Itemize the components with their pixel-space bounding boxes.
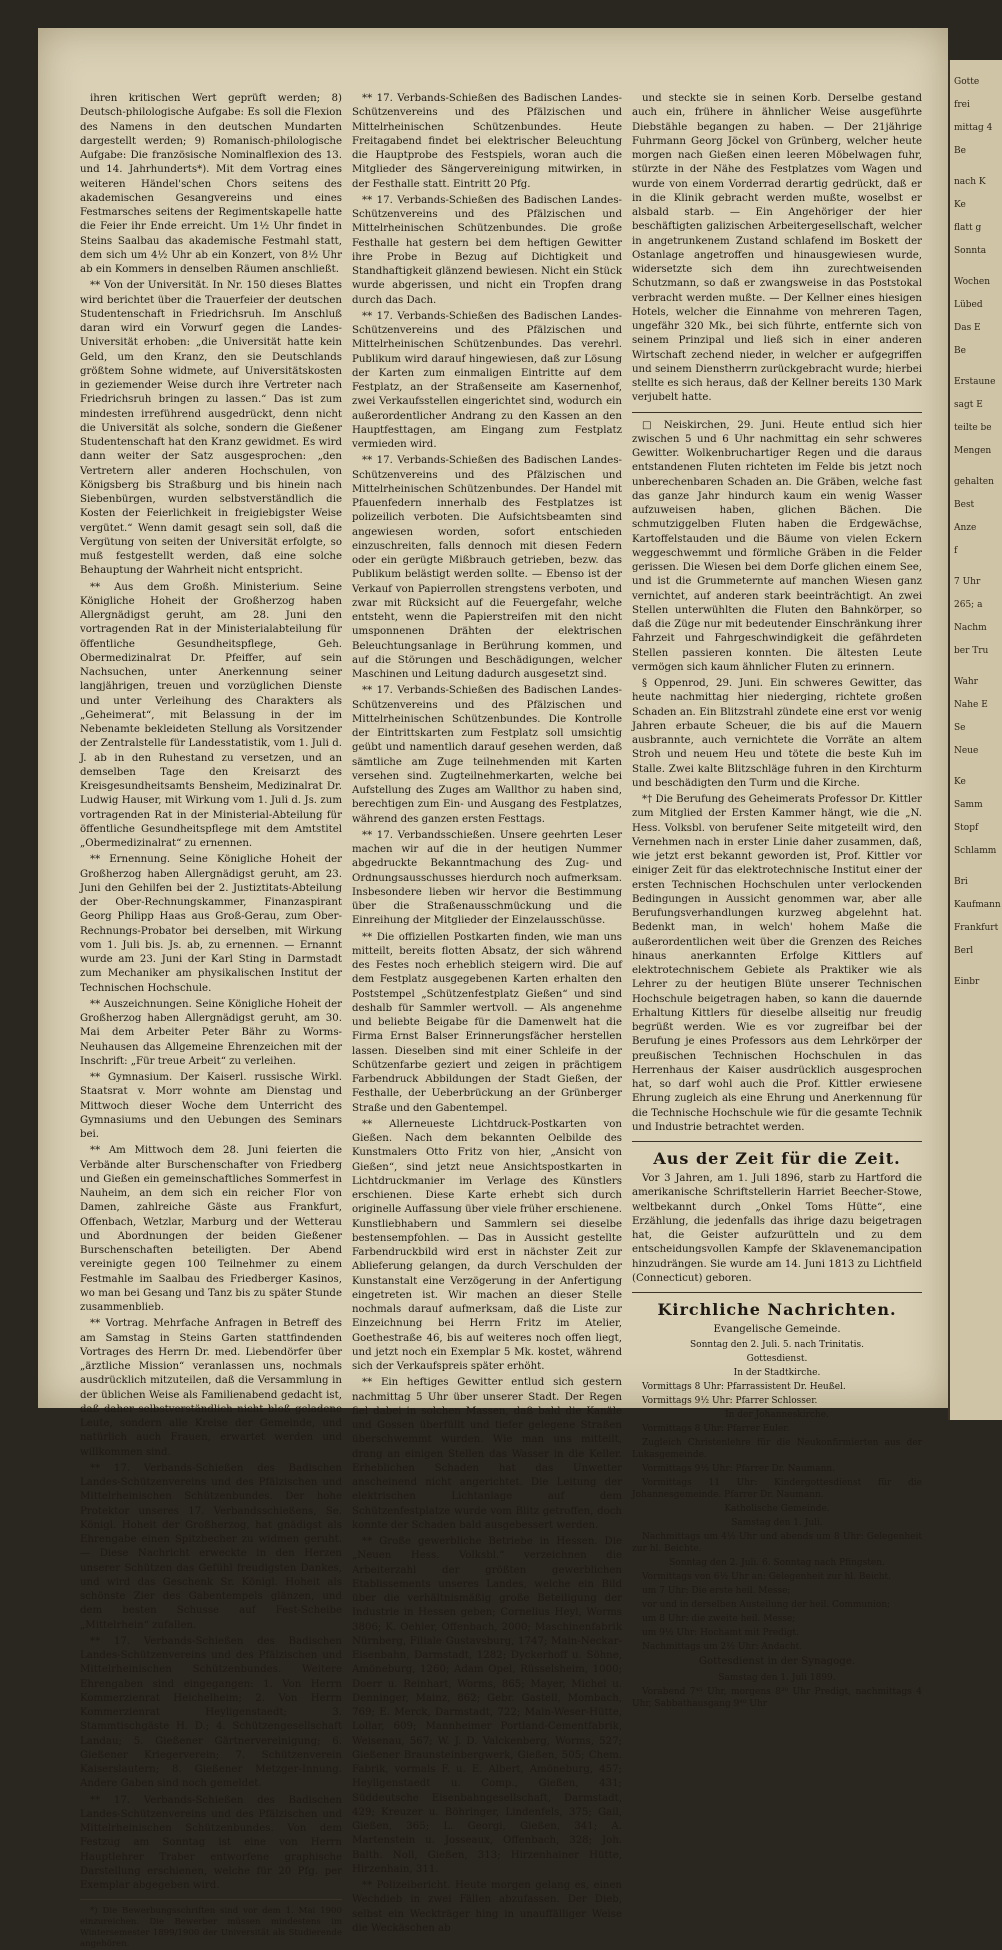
article-postkarten: ** Die offiziellen Postkarten finden, wie man uns mitteilt, bereits flotten Absatz, der sich während des Festes noch erheblich steigern wird. Die auf dem Festplatz ausgegebenen Karten erhalten den Poststempel „Schützenfestplatz Gießen“ und sind deshalb für Sammler wertvoll. — Als angenehme und beliebte Beigabe für die Damenwelt hat die Firma Ernst Balser Erinnerungsfächer herstellen lassen. Dieselben sind mit einer Schleife in der Schützenfarbe geziert und zeigen in prächtigem Farbendruck Abbildungen der Stadt Gießen, der Festhalle, der Ueberbrückung an der Grünberger Straße und den Gabentempel. bbox=[352, 931, 622, 1114]
service-line: Vormittags 8 Uhr: Pfarrer Euler. bbox=[642, 1424, 790, 1435]
article-beecher-stowe: Vor 3 Jahren, am 1. Juli 1896, starb zu Hartford die amerikanische Schriftstellerin Harriet Beecher-Stowe, weltbekannt durch „Onkel Toms Hütte“, eine Erzählung, die jedenfalls das ihrige dazu beigetragen hat, die Geister aufzurütteln und zu dem entscheidungsvollen Kampfe der Sklavenemancipation hinzudrängen. Sie wurde am 14. Juni 1813 zu Lichtfield (Connecticut) geboren. bbox=[632, 1173, 922, 1284]
edge-fragment: Wahr bbox=[954, 677, 978, 687]
footnote: *) Die Bewerbungsschriften sind vor dem 1. Mai 1900 einzureichen. Die Bewerber müssen mindestens im Wintersemester 1899/1900 der Universität als Studierende angehören. bbox=[80, 1906, 342, 1950]
edge-fragment: Ke bbox=[954, 777, 966, 787]
edge-fragment: mittag 4 bbox=[954, 123, 993, 133]
service-line: Nachmittags um 2½ Uhr: Andacht. bbox=[642, 1642, 803, 1653]
edge-fragment: sagt E bbox=[954, 400, 983, 410]
edge-fragment: gehalten bbox=[954, 477, 994, 487]
edge-fragment: flatt g bbox=[954, 223, 982, 233]
edge-fragment: Anze bbox=[954, 523, 977, 533]
article-lichtdruck: ** Allerneueste Lichtdruck-Postkarten von Gießen. Nach dem bekannten Oelbilde des Kunstmalers Otto Fritz von hier, „Ansicht von Gießen“, sind jetzt neue Ansichtspostkarten in Lichtdruckmanier im Verlage des Künstlers erschienen. Diese Karte erhebt sich durch originelle Auffassung über viele früher erschienene. Kunstliebhabern und Sammlern sei dieselbe bestensempfohlen. — Das in Aussicht gestellte Farbendruckbild wird erst in nächster Zeit zur Ablieferung gelangen, da durch Verschulden der Kunstanstalt eine Verzögerung in der Anfertigung eingetreten ist. Wir machen an dieser Stelle nochmals darauf aufmerksam, daß die Liste zur Einzeichnung bei Herrn Fritz im Atelier, Goethestraße 46, bis auf weiteres noch offen liegt, und jetzt noch ein Exemplar 5 Mk. kostet, während sich der Verkaufspreis später erhöht. bbox=[352, 1118, 622, 1372]
edge-fragment: Ke bbox=[954, 200, 966, 210]
edge-fragment: frei bbox=[954, 100, 970, 110]
edge-fragment: Stopf bbox=[954, 823, 979, 833]
service-line: um 8 Uhr: die zweite heil. Messe; bbox=[642, 1614, 796, 1625]
edge-fragment: Einbr bbox=[954, 977, 980, 987]
article-burschenschaft: ** Am Mittwoch dem 28. Juni feierten die Verbände alter Burschenschafter von Friedberg und Gießen ein gemeinschaftliches Sommerfest in Nauheim, an dem sich ein reicher Flor von Damen, zahlreiche Gäste aus Frankfurt, Offenbach, Wetzlar, Marburg und der Wetterau und Abordnungen der beiden Gießener Burschenschaften beteiligten. Der Abend vereinigte gegen 100 Teilnehmer zu einem Festmahle im Saalbau des Friedberger Kasinos, wo man bei Gesang und Tanz bis zu später Stunde zusammenblieb. bbox=[80, 1145, 342, 1313]
edge-fragment: teilte be bbox=[954, 423, 992, 433]
article-schiessen-3: ** 17. Verbands-Schießen des Badischen Landes-Schützenvereins und des Pfälzischen und Mittelrheinischen Schützenbundes. Von dem Festzug am Sonntag ist eine von Herrn Hauptlehrer Traber entworfene graphische Darstellung erschienen, welche für 20 Pfg. per Exemplar abgegeben wird. bbox=[80, 1794, 342, 1891]
article-oppenrod: § Oppenrod, 29. Juni. Ein schweres Gewitter, das heute nachmittag hier niederging, richtete großen Schaden an. Ein Blitzstrahl zündete eine erst vor wenig Jahren erbaute Scheuer, die bis auf die Mauern ausbrannte, auch vernichtete die Vorräte an altem Stroh und neuem Heu und tötete die beste Kuh im Stalle. Zwei kalte Blitzschläge fuhren in den Kirchturm und beschädigten den Turm und die Kirche. bbox=[632, 678, 922, 789]
stadtkirche-title: In der Stadtkirche. bbox=[733, 1368, 821, 1379]
service-line: Vormittags von 6½ Uhr an: Gelegenheit zur hl. Beicht. bbox=[642, 1572, 892, 1583]
service-line: Vormittags 9½ Uhr: Pfarrer Schlosser. bbox=[642, 1396, 818, 1407]
column-middle bbox=[352, 92, 622, 1934]
ev-title: Evangelische Gemeinde. bbox=[713, 1324, 841, 1335]
divider bbox=[80, 1899, 342, 1900]
article-auszeichnungen: ** Auszeichnungen. Seine Königliche Hoheit der Großherzog haben Allergnädigst geruht, am 30. Mai dem Arbeiter Peter Bähr zu Worms-Neuhausen das Allgemeine Ehrenzeichen mit der Inschrift: „Für treue Arbeit“ zu verleihen. bbox=[80, 998, 342, 1067]
edge-fragment: nach K bbox=[954, 177, 986, 187]
edge-fragment: 7 Uhr bbox=[954, 577, 981, 587]
article-schiessen-4: ** 17. Verbands-Schießen des Badischen Landes-Schützenvereins und des Pfälzischen und Mittelrheinischen Schützenbundes. Heute Freitagabend findet bei elektrischer Beleuchtung die Hauptprobe des Festspiels, woran auch die Mitglieder des Sängervereinigung mitwirken, in der Festhalle statt. Eintritt 20 Pfg. bbox=[352, 93, 622, 190]
service-line: Vormittags 8 Uhr: Pfarrassistent Dr. Heußel. bbox=[642, 1382, 846, 1393]
article-schiessen-6: ** 17. Verbands-Schießen des Badischen Landes-Schützenvereins und des Pfälzischen und Mittelrheinischen Schützenbundes. Das verehrl. Publikum wird darauf hingewiesen, daß zur Lösung der Karten zum einmaligen Eintritte auf dem Festplatz, an der Straßenseite am Kasernenhof, zwei Verkaufsstellen eingerichtet sind, wodurch ein außerordentlicher Andrang zu den Kassen an den Hauptfesttagen, am Eingang zum Festplatz vermieden wird. bbox=[352, 310, 622, 450]
divider bbox=[632, 1141, 922, 1142]
edge-fragment: Nachm bbox=[954, 623, 987, 633]
adjacent-page-edge bbox=[948, 60, 1002, 1420]
edge-fragment: Erstaune bbox=[954, 377, 996, 387]
article-gewitter: ** Ein heftiges Gewitter entlud sich gestern nachmittag 5 Uhr über unserer Stadt. Der Regen fiel dabei in solchen Massen, daß bald die Kanäle und Gossen überfüllt und tiefer gelegene Straßen überschwemmt wurden. Wie man uns mitteilt, drang an einigen Stellen das Wasser in die Keller. Erheblichen Schaden hat das Unwetter anscheinend nicht angerichtet. Die Leitung der elektrischen Lichtanlage auf dem Schützenfestplatze wurde vom Blitz getroffen, doch konnte der Schaden bald ausgebessert werden. bbox=[352, 1377, 622, 1531]
column-left bbox=[80, 92, 342, 1950]
johanneskirche-title: In der Johanneskirche. bbox=[725, 1410, 829, 1421]
edge-fragment: Lübed bbox=[954, 300, 983, 310]
edge-fragment: Schlamm bbox=[954, 846, 997, 856]
edge-fragment: Mengen bbox=[954, 446, 992, 456]
edge-fragment: Wochen bbox=[954, 277, 991, 287]
divider bbox=[632, 1292, 922, 1293]
article-paragraph: ihren kritischen Wert geprüft werden; 8) Deutsch-philologische Aufgabe: Es soll die Flexion des Namens in den deutschen Mundarten dargestellt werden; 9) Romanisch-philologische Aufgabe: Die französische Nominalflexion des 13. und 14. Jahrhunderts*). Mit dem Vortrag eines weiteren Händel'schen Chors seitens des akademischen Gesangvereins und eines Festmarsches seitens der Regimentskapelle hatte die Feier ihr Ende erreicht. Um 1½ Uhr findet in Steins Saalbau das akademische Festmahl statt, dem sich um 4½ Uhr ab ein Konzert, von 8½ Uhr ab ein Kommers in denselben Räumen anschließt. bbox=[80, 93, 342, 275]
edge-fragment: Best bbox=[954, 500, 975, 510]
edge-fragment: Frankfurt bbox=[954, 923, 999, 933]
service-line: vor und in derselben Austeilung der heil. Communion; bbox=[642, 1600, 891, 1611]
article-schiessen-1: ** 17. Verbands-Schießen des Badischen Landes-Schützenvereins und des Pfälzischen und Mittelrheinischen Schützenbundes. Der hohe Protektor unseres 17. Verbandsschießens, Se. Königl. Hoheit der Großherzog, hat gnädigst als Ehrengabe einen Spitzbecher zu widmen geruht. — Diese Nachricht erweckte in den Herzen unserer Schützen das Gefühl freudigsten Dankes, und wird das Geschenk Sr. Königl. Hoheit als schönste Zier des Gabentempels glänzen, und dem besten Schusse auf Fest-Scheibe „Mittelrhein“ zufallen. bbox=[80, 1462, 342, 1631]
edge-fragment: ber Tru bbox=[954, 646, 989, 656]
article-schiessen-2: ** 17. Verbands-Schießen des Badischen Landes-Schützenvereins und des Pfälzischen und Mittelrheinischen Schützenbundes. Weitere Ehrengaben sind eingegangen: 1. Von Herrn Kommerzienrat Heichelheim; 2. Von Herrn Kommerzienrat Heyligenstaedt; 3. Stammtischgäste H. D.; 4. Schützengesellschaft Landau; 5. Gießener Gärtnervereinigung; 6. Gießener Kriegerverein; 7. Schützenverein Kaiserslautern; 8. Gießener Metzger-Innung. Andere Gaben sind noch gemeldet. bbox=[80, 1635, 342, 1790]
service-line: Vorabend 7⁴⁵ Uhr, morgens 8³⁰ Uhr Predigt, nachmittags 4 Uhr, Sabbathausgang 9⁴⁰ Uhr bbox=[632, 1686, 922, 1709]
article-schiessen-5: ** 17. Verbands-Schießen des Badischen Landes-Schützenvereins und des Pfälzischen und Mittelrheinischen Schützenbundes. Die große Festhalle hat gestern bei dem heftigen Gewitter ihre Probe in Bezug auf Dichtigkeit und Standhaftigkeit glänzend bewiesen. Nicht ein Stück wurde abgerissen, und nicht ein Tropfen drang durch das Dach. bbox=[352, 194, 622, 306]
divider bbox=[632, 412, 922, 413]
service-line: Vormittags 9½ Uhr: Pfarrer Dr. Naumann. bbox=[642, 1464, 836, 1475]
service-line: Vormittags 11 Uhr: Kindergottesdienst für die Johannesgemeinde. Pfarrer Dr. Naumann. bbox=[632, 1478, 922, 1501]
section-heading-zeit: Aus der Zeit für die Zeit. bbox=[653, 1149, 901, 1168]
article-universitaet: ** Von der Universität. In Nr. 150 dieses Blattes wird berichtet über die Trauerfeier der deutschen Studentenschaft in Friedrichsruh. Im Anschluß daran wird ein Vorwurf gegen die Landes-Universität erhoben: „die Universität hatte kein Geld, um den Kranz, den sie Deutschlands größtem Sohne widmete, auf Universitätskosten in geziemender Weise durch ihre Vertreter nach Friedrichsruh bringen zu lassen.“ Das ist zum mindesten irreführend ausgedrückt, denn nicht die Universität als solche, sondern die Gießener Studentenschaft hat den Kranz gewidmet. Es wird dann weiter der Satz ausgesprochen: „den Vertretern aller anderen Hochschulen, von Königsberg bis Straßburg und bis hinein nach Siebenbürgen, wurden selbstverständlich die Kosten der Feierlichkeit in freigiebigster Weise vergütet.“ Wenn damit gesagt sein soll, daß die Vergütung von seiten der Universität erfolgte, so muß festgestellt werden, daß eine solche Behauptung der Wahrheit nicht entspricht. bbox=[80, 280, 342, 577]
article-polizeibericht: ** Polizeibericht. Heute morgen gelang es, einen Wechdieb in zwei Fällen abzufassen. Der Dieb, selbst ein Weckträger hing in unauffälliger Weise die Weckäschen ab bbox=[352, 1880, 622, 1934]
edge-fragment: Be bbox=[954, 146, 966, 156]
article-schiessen-8: ** 17. Verbands-Schießen des Badischen Landes-Schützenvereins und des Pfälzischen und Mittelrheinischen Schützenbundes. Die Kontrolle der Eintrittskarten zum Festplatz soll umsichtig geübt und namentlich darauf gesehen werden, daß sämtliche am Zuge teilnehmenden mit Karten versehen sind. Zugteilnehmerkarten, welche bei Aufstellung des Zuges am Wallthor zu haben sind, berechtigen zum Ein- und Ausgang des Festplatzes, während des ganzen ersten Festtags. bbox=[352, 685, 622, 825]
edge-fragment: Bri bbox=[954, 877, 968, 887]
edge-fragment: Neue bbox=[954, 746, 979, 756]
service-line: um 9½ Uhr: Hochamt mit Predigt. bbox=[642, 1628, 800, 1639]
edge-fragment: Be bbox=[954, 346, 966, 356]
article-vortrag: ** Vortrag. Mehrfache Anfragen in Betreff des am Samstag in Steins Garten stattfindenden Vortrages des Herrn Dr. med. Liebendörfer über „ärztliche Mission“ veranlassen uns, nochmals ausdrücklich mitzuteilen, daß die Versammlung in der üblichen Weise als Familienabend gedacht ist, daß daher selbstverständlich nicht bloß geladene Leute, sondern alle Kreise der Gemeinde, und natürlich auch Frauen, erwartet werden und willkommen sind. bbox=[80, 1318, 342, 1458]
column-right bbox=[632, 92, 922, 1709]
section-heading-kirche: Kirchliche Nachrichten. bbox=[657, 1300, 897, 1319]
article-verbandsschiessen: ** 17. Verbandsschießen. Unsere geehrten Leser machen wir auf die in der heutigen Nummer abgedruckte Bekanntmachung des Zug- und Ordnungsausschusses hierdurch noch aufmerksam. Insbesondere lieben wir hervor die Bestimmung über die Straßenausschmückung und die Einreihung der Mitglieder der Einzelausschüsse. bbox=[352, 829, 622, 927]
edge-fragment: 265; a bbox=[954, 600, 983, 610]
article-schiessen-7: ** 17. Verbands-Schießen des Badischen Landes-Schützenvereins und des Pfälzischen und Mittelrheinischen Schützenbundes. Der Handel mit Pfauenfedern innerhalb des Festplatzes ist polizeilich verboten. Die Aufsichtsbeamten sind angewiesen worden, sofort entschieden einzuschreiten, falls dennoch mit diesen Federn oder ein gerügte Mißbrauch getrieben, bezw. das Publikum belästigt werden sollte. — Ebenso ist der Verkauf von Papierrollen strengstens verboten, und zwar mit Rücksicht auf die Feuergefahr, welche entsteht, wenn die Papierstreifen mit den nicht umsponnenen Drähten der elektrischen Beleuchtungsanlage in Berührung kommen, und auf die Störungen und Beschädigungen, welcher Maschinen und Leitung dadurch ausgesetzt sind. bbox=[352, 455, 622, 680]
edge-fragment: Berl bbox=[954, 946, 974, 956]
edge-fragment: Kaufmann bbox=[954, 900, 1001, 910]
edge-fragment: Samm bbox=[954, 800, 983, 810]
edge-fragment: Nahe E bbox=[954, 700, 988, 710]
service-line: Nachmittags um 4½ Uhr und abends um 8 Uhr: Gelegenheit zur hl. Beichte. bbox=[632, 1532, 922, 1555]
synagoge-title: Gottesdienst in der Synagoge. bbox=[698, 1656, 856, 1668]
ev-line: Sonntag den 2. Juli. 5. nach Trinitatis. bbox=[690, 1340, 864, 1351]
edge-fragment: Sonnta bbox=[954, 246, 987, 256]
ev-line: Gottesdienst. bbox=[746, 1354, 808, 1365]
article-betriebe: ** Große gewerbliche Betriebe in Hessen. Die „Neuen Hess. Volksbl.“ verzeichnen die Arbeiterzahl der größten gewerblichen Etablissements unseres Landes, welche ein Bild über die verhältnismäßig große Beteiligung der Industrie in Hessen geben; Cornelius Heyl, Worms 3806; K. Oehler, Offenbach, 2000; Maschinenfabrik Nürnberg, Filiale Gustavsburg, 1747; Main-Neckar-Eisenbahn, Darmstadt, 1282; Dyckerhoff u. Söhne, Amöneburg, 1260; Adam Opel, Rüsselsheim, 1000; Doerr u. Reinhart, Worms, 865; Mayer, Michel u. Denninger, Mainz, 862; Gebr. Gastell, Mombach, 769; E. Merck, Darmstadt, 722; Main-Weser-Hütte, Lollar, 609; Mannheimer Portland-Cementfabrik, Weisenau, 567; W. J. D. Valckenberg, Worms, 527; Gießener Braunsteinbergwerk, Gießen, 505; Chem. Fabrik, vormals F. u. E. Albert, Amöneburg, 457; Heyligenstaedt u. Comp., Gießen, 431; Süddeutsche Eisenbahngesellschaft, Darmstadt, 429; Kreuzer u. Böhringer, Lindenfels, 375; Gail, Gießen, 365; L. Georgi, Gießen, 341; A. Martenstein u. Josseaux, Offenbach, 328; Joh. Balth. Noll, Gießen, 313; Hirzenhainer Hütte, Hirzenhain, 311. bbox=[352, 1536, 622, 1875]
service-line: um 7 Uhr: Die erste heil. Messe; bbox=[642, 1586, 791, 1597]
article-ministerium: ** Aus dem Großh. Ministerium. Seine Königliche Hoheit der Großherzog haben Allergnädigst geruht, am 28. Juni den vortragenden Rat in der Ministerialabteilung für öffentliche Gesundheitspflege, Geh. Obermedizinalrat Dr. Pfeiffer, auf sein Nachsuchen, unter Anerkennung seiner langjährigen, treuen und vorzüglichen Dienste und unter Verleihung des Charakters als „Geheimerat“, mit Belassung in der im Nebenamte bekleideten Stellung als Vorsitzender der Zentralstelle für Landesstatistik, vom 1. Juli d. J. ab in den Ruhestand zu versetzen, und an demselben Tage den Kreisarzt des Kreisgesundheitsamts Bensheim, Medizinalrat Dr. Ludwig Hauser, mit Wirkung vom 1. Juli d. Js. zum vortragenden Rat in der Ministerial-Abteilung für öffentliche Gesundheitspflege mit dem Amtstitel „Obermedizinalrat“ zu ernennen. bbox=[80, 581, 342, 849]
edge-fragment: Se bbox=[954, 723, 966, 733]
kath-title: Katholische Gemeinde. bbox=[724, 1504, 830, 1515]
service-line: Samstag den 1. Juli. bbox=[731, 1518, 823, 1529]
service-line: Sonntag den 2. Juli. 6. Sonntag nach Pfingsten. bbox=[669, 1558, 885, 1569]
article-kittler: *† Die Berufung des Geheimerats Professor Dr. Kittler zum Mitglied der Ersten Kammer hängt, wie die „N. Hess. Volksbl. von berufener Seite mitgeteilt wird, den Vernehmen nach in erster Linie daher zusammen, daß, wie jetzt erst bekannt geworden ist, Prof. Kittler vor einiger Zeit für das elektrotechnische Institut einer der ersten Technischen Hochschulen unter verlockenden Bedingungen in Aussicht genommen war, aber alle Berufungsverhandlungen kurzweg abgelehnt hat. Bedenkt man, in welch' hohem Maße die außerordentlichen weit über die Grenzen des Reiches hinaus anerkannten Erfolge Kittlers auf elektrotechnischem Gebiete als Praktiker wie als Lehrer zu der heutigen Blüte unserer Technischen Hochschule beigetragen haben, so kann die dauernde Erhaltung Kittlers für dieselbe allseitig nur freudig begrüßt werden. Wie es vor zugreifbar bei der Berufung je eines Professors aus dem Lehrkörper der preußischen Technischen Hochschulen in das Herrenhaus der Kaiser ausdrücklich ausgesprochen hat, so darf wohl auch die Prof. Kittler erwiesene Ehrung zugleich als eine Ehrung und Anerkennung für die Technische Hochschule wie für die gesamte Technik und Industrie betrachtet werden. bbox=[632, 794, 922, 1133]
article-gymnasium: ** Gymnasium. Der Kaiserl. russische Wirkl. Staatsrat v. Morr wohnte am Dienstag und Mittwoch dieser Woche dem Unterricht des Gymnasiums und den Uebungen des Seminars bei. bbox=[80, 1072, 342, 1140]
edge-fragment: Das E bbox=[954, 323, 981, 333]
service-line: Samstag den 1. Juli 1899. bbox=[718, 1672, 836, 1683]
article-ernennung: ** Ernennung. Seine Königliche Hoheit der Großherzog haben Allergnädigst geruht, am 23. Juni den Gehilfen bei der 2. Justiztitats-Abteilung der Ober-Rechnungskammer, Finanzaspirant Georg Philipp Haas aus Groß-Gerau, zum Ober-Rechnungs-Probator bei derselben, mit Wirkung vom 1. Juli bis. Js. ab, zu ernennen. — Ernannt wurde am 23. Juni der Karl Sting in Darmstadt zum Mechaniker am physikalischen Institut der Technischen Hochschule. bbox=[80, 854, 342, 994]
edge-fragment: Gotte bbox=[954, 77, 980, 87]
article-polizei-cont: und steckte sie in seinen Korb. Derselbe gestand auch ein, frühere in ähnlicher Weise ausgeführte Diebstähle begangen zu haben. — Der 21jährige Fuhrmann Georg Jöckel von Grünberg, welcher heute morgen nach Gießen einen leeren Möbelwagen fuhr, stürzte in der Nähe des Festplatzes vom Wagen und wurde von einem Vorderrad derartig gedrückt, daß er in die Klinik gebracht werden mußte, woselbst er alsbald starb. — Ein Angehöriger der hier beschäftigten galizischen Arbeitergesellschaft, welcher in angetrunkenem Zustand schlafend im Boskett der Ostanlage angetroffen und hinausgewiesen wurde, widersetzte sich dem ihn zurechtweisenden Schutzmann, so daß er zwangsweise in das Poststokal verbracht werden mußte. — Der Kellner eines hiesigen Hotels, welcher die Einnahme von mehreren Tagen, ungefähr 320 Mk., bei sich führte, entfernte sich von seinem Prinzipal und ließ sich in einer anderen Wirtschaft zechend nieder, in welcher er aufgegriffen und seinem Dienstherrn zurückgebracht wurde; hierbei stellte es sich heraus, daß der Kellner bereits 130 Mark verjubelt hatte. bbox=[632, 93, 922, 404]
article-neiskirchen: □ Neiskirchen, 29. Juni. Heute entlud sich hier zwischen 5 und 6 Uhr nachmittag ein sehr schweres Gewitter. Wolkenbruchartiger Regen und die daraus entstandenen Fluten richteten im Felde bis jetzt noch unberechenbaren Schaden an. Die Gräben, welche fast das ganze Jahr hindurch kaum ein wenig Wasser aufzuweisen haben, glichen Bächen. Die schmutziggelben Fluten haben die Erdgewächse, Kartoffelstauden und die Bäume von vielen Eckern weggeschwemmt und förmliche Gräben in die Felder gerissen. Die Wiesen bei dem Dorfe glichen einem See, und ist die Grummeternte auf manchen Wiesen ganz vernichtet, auf anderen stark beeinträchtigt. An zwei Stellen unterwühlten die Fluten den Bahnkörper, so daß die Züge nur mit bedeutender Einschränkung ihrer Fahrzeit und Fahrgeschwindigkeit die gefährdeten Stellen passieren konnten. Die ältesten Leute vermögen sich kaum ähnlicher Fluten zu erinnern. bbox=[632, 419, 922, 673]
edge-fragment: f bbox=[954, 546, 958, 556]
service-line: Zugleich Christenlehre für die Neukonfirmierten aus der Lukasgemeinde. bbox=[632, 1438, 922, 1461]
